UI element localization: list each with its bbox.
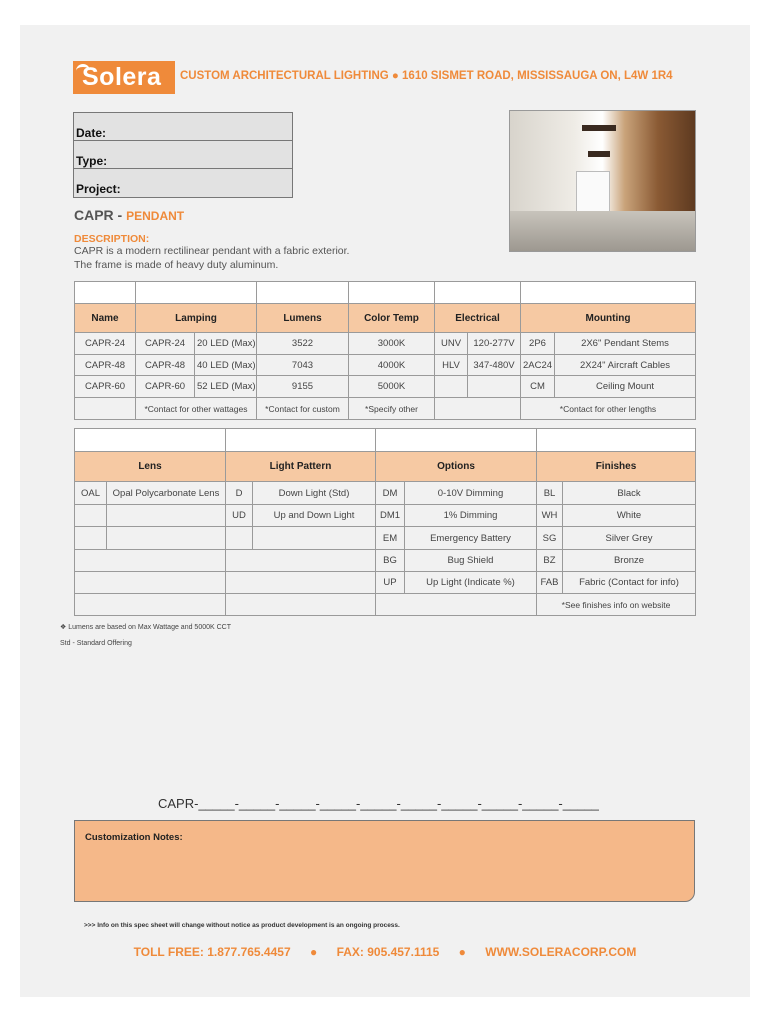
fax-number: FAX: 905.457.1115 <box>336 945 440 959</box>
note-cell: *Contact for other lengths <box>521 398 696 420</box>
table-cell: BG <box>376 550 405 572</box>
table-cell <box>75 527 107 550</box>
table-cell: WH <box>537 505 563 527</box>
table-cell: White <box>563 505 696 527</box>
table-cell: 2P6 <box>521 333 555 355</box>
table-cell: 9155 <box>257 376 349 398</box>
table-cell: 20 LED (Max) <box>195 333 257 355</box>
table-cell <box>226 527 253 550</box>
blank-cell <box>75 282 136 304</box>
blank-cell <box>376 429 537 452</box>
table-cell: EM <box>376 527 405 550</box>
table-row <box>75 482 696 505</box>
table-cell: BL <box>537 482 563 505</box>
table-cell: Silver Grey <box>563 527 696 550</box>
table-cell: CAPR-60 <box>136 376 195 398</box>
blank-cell <box>136 282 257 304</box>
table-cell: CM <box>521 376 555 398</box>
table-cell: CAPR-24 <box>75 333 136 355</box>
blank-cell <box>349 282 435 304</box>
table-cell: CAPR-48 <box>136 355 195 376</box>
table-row <box>75 505 696 527</box>
footnote-lumens: ❖ Lumens are based on Max Wattage and 5000K CCT <box>60 624 231 631</box>
note-cell <box>75 594 226 616</box>
table-cell: D <box>226 482 253 505</box>
blank-cell <box>521 282 696 304</box>
table-cell: 120-277V <box>468 333 521 355</box>
table-row <box>75 376 696 398</box>
note-cell: *Specify other <box>349 398 435 420</box>
table-cell <box>253 527 376 550</box>
type-field[interactable]: Type: <box>74 141 292 169</box>
table-cell: 5000K <box>349 376 435 398</box>
table-row <box>75 355 696 376</box>
col-header: Color Temp <box>349 304 435 333</box>
table-cell <box>226 572 376 594</box>
solera-logo <box>73 61 175 94</box>
table-cell: Black <box>563 482 696 505</box>
table-cell: Bronze <box>563 550 696 572</box>
photo-floor <box>510 211 695 251</box>
table-cell: Bug Shield <box>405 550 537 572</box>
table-cell: 2X6" Pendant Stems <box>555 333 696 355</box>
table-cell: CAPR-48 <box>75 355 136 376</box>
table-row <box>75 572 696 594</box>
description-heading: DESCRIPTION: <box>74 233 150 245</box>
spec-table-primary <box>74 281 696 420</box>
separator-dot: ● <box>309 945 318 959</box>
table-cell: SG <box>537 527 563 550</box>
blank-cell <box>537 429 696 452</box>
note-cell <box>75 398 136 420</box>
disclaimer: >>> Info on this spec sheet will change without notice as product development is an ongoing process. <box>84 922 400 929</box>
toll-free-number: TOLL FREE: 1.877.765.4457 <box>133 945 291 959</box>
customization-notes-label: Customization Notes: <box>85 832 183 843</box>
col-header: Finishes <box>537 452 696 482</box>
table-cell <box>75 572 226 594</box>
separator-dot: ● <box>458 945 466 959</box>
customization-notes-box[interactable] <box>74 820 695 902</box>
col-header: Electrical <box>435 304 521 333</box>
note-cell: *Contact for custom <box>257 398 349 420</box>
project-info-box <box>73 112 293 198</box>
table-cell: CAPR-24 <box>136 333 195 355</box>
table-cell: 4000K <box>349 355 435 376</box>
table-cell: CAPR-60 <box>75 376 136 398</box>
table-cell <box>75 550 226 572</box>
table-cell: 52 LED (Max) <box>195 376 257 398</box>
table-cell <box>468 376 521 398</box>
table-cell: Emergency Battery <box>405 527 537 550</box>
col-header: Lumens <box>257 304 349 333</box>
col-header: Lamping <box>136 304 257 333</box>
table-cell: BZ <box>537 550 563 572</box>
table-cell: Opal Polycarbonate Lens <box>107 482 226 505</box>
table-cell: UNV <box>435 333 468 355</box>
table-cell: Fabric (Contact for info) <box>563 572 696 594</box>
table-cell: 0-10V Dimming <box>405 482 537 505</box>
table-cell <box>107 505 226 527</box>
table-cell: OAL <box>75 482 107 505</box>
table-cell: FAB <box>537 572 563 594</box>
website-link[interactable]: WWW.SOLERACORP.COM <box>485 945 637 959</box>
order-code-template: CAPR-_____-_____-_____-_____-_____-_____-_____-_____-_____-_____ <box>158 796 599 811</box>
table-cell <box>107 527 226 550</box>
product-photo <box>509 110 696 252</box>
note-cell: *See finishes info on website <box>537 594 696 616</box>
table-cell: 347-480V <box>468 355 521 376</box>
table-cell: 40 LED (Max) <box>195 355 257 376</box>
table-cell: Ceiling Mount <box>555 376 696 398</box>
col-header: Options <box>376 452 537 482</box>
product-title <box>74 207 184 223</box>
table-cell: Up Light (Indicate %) <box>405 572 537 594</box>
table-cell: 3000K <box>349 333 435 355</box>
table-notes-row <box>75 398 696 420</box>
table-cell: Up and Down Light <box>253 505 376 527</box>
col-header: Mounting <box>521 304 696 333</box>
table-row <box>75 333 696 355</box>
table-cell: 3522 <box>257 333 349 355</box>
description-line: The frame is made of heavy duty aluminum. <box>74 258 279 271</box>
footnote-std: Std - Standard Offering <box>60 640 132 647</box>
blank-cell <box>75 429 226 452</box>
table-cell <box>75 505 107 527</box>
note-cell <box>435 398 521 420</box>
note-cell <box>376 594 537 616</box>
table-cell: 1% Dimming <box>405 505 537 527</box>
product-code: CAPR - <box>74 207 127 223</box>
description-line: CAPR is a modern rectilinear pendant with a fabric exterior. <box>74 245 350 257</box>
table-cell <box>226 550 376 572</box>
description-text <box>74 245 404 272</box>
note-cell: *Contact for other wattages <box>136 398 257 420</box>
project-field[interactable]: Project: <box>76 182 121 196</box>
logo-swoosh-icon <box>76 64 90 78</box>
table-row <box>75 527 696 550</box>
table-cell: UP <box>376 572 405 594</box>
table-cell: DM <box>376 482 405 505</box>
col-header: Name <box>75 304 136 333</box>
spec-table-secondary <box>74 428 696 616</box>
table-cell: HLV <box>435 355 468 376</box>
table-cell: DM1 <box>376 505 405 527</box>
company-tagline: CUSTOM ARCHITECTURAL LIGHTING ● 1610 SISMET ROAD, MISSISSAUGA ON, L4W 1R4 <box>180 70 673 82</box>
photo-pendant-1 <box>582 125 616 131</box>
col-header: Lens <box>75 452 226 482</box>
photo-pendant-2 <box>588 151 610 157</box>
table-cell: Down Light (Std) <box>253 482 376 505</box>
table-notes-row <box>75 594 696 616</box>
table-cell: UD <box>226 505 253 527</box>
date-field[interactable]: Date: <box>74 113 292 141</box>
table-cell: 2X24" Aircraft Cables <box>555 355 696 376</box>
blank-cell <box>435 282 521 304</box>
contact-bar <box>0 945 770 959</box>
blank-cell <box>226 429 376 452</box>
table-cell <box>435 376 468 398</box>
table-cell: 2AC24 <box>521 355 555 376</box>
table-row <box>75 550 696 572</box>
product-type: PENDANT <box>126 209 185 223</box>
photo-window <box>576 171 610 213</box>
brand-name: Solera <box>82 63 162 91</box>
blank-cell <box>257 282 349 304</box>
note-cell <box>226 594 376 616</box>
col-header: Light Pattern <box>226 452 376 482</box>
table-cell: 7043 <box>257 355 349 376</box>
